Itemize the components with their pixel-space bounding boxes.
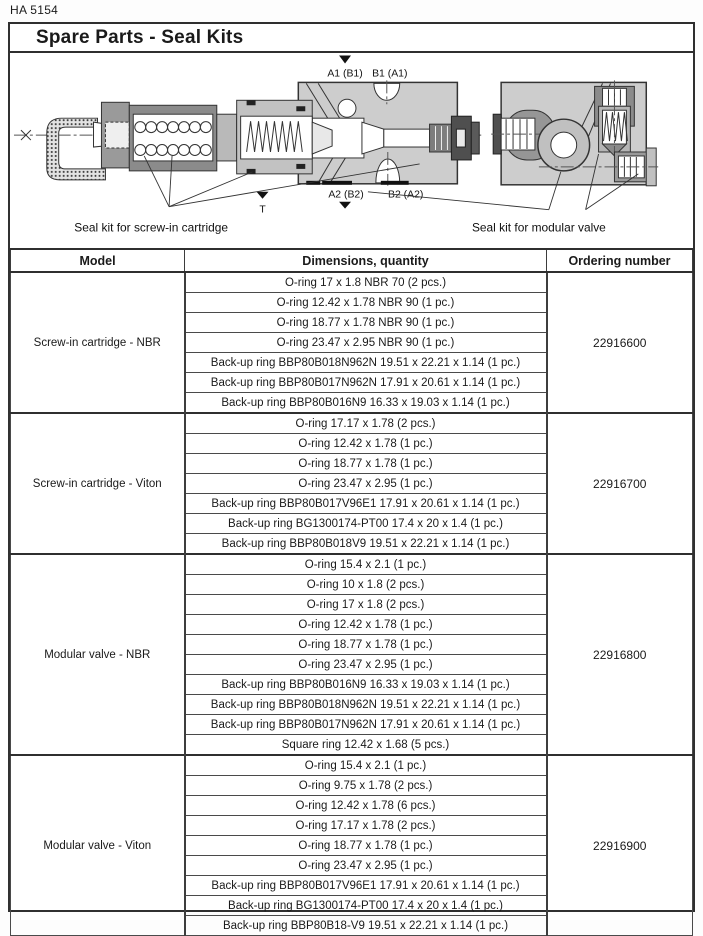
dimension-cell: O-ring 18.77 x 1.78 (1 pc.): [185, 836, 547, 856]
dimension-cell: O-ring 12.42 x 1.78 (1 pc.): [185, 615, 547, 635]
dimension-cell: O-ring 17 x 1.8 NBR 70 (2 pcs.): [185, 272, 547, 293]
port-label-b1: B1 (A1): [372, 68, 408, 80]
dimension-cell: O-ring 12.42 x 1.78 (1 pc.): [185, 434, 547, 454]
dimension-cell: Back-up ring BBP80B018N962N 19.51 x 22.21 x 1.14 (1 pc.): [185, 353, 547, 373]
table-row: [11, 554, 693, 575]
seal-kit-diagram: [10, 53, 693, 248]
dimension-cell: O-ring 12.42 x 1.78 (6 pcs.): [185, 796, 547, 816]
dimension-cell: Back-up ring BG1300174-PT00 17.4 x 20 x 1.4 (1 pc.): [185, 514, 547, 534]
port-label-a2: A2 (B2): [328, 189, 364, 201]
dimension-cell: O-ring 18.77 x 1.78 (1 pc.): [185, 454, 547, 474]
dimension-cell: O-ring 15.4 x 2.1 (1 pc.): [185, 755, 547, 776]
dimension-cell: Back-up ring BBP80B018V9 19.51 x 22.21 x 1.14 (1 pc.): [185, 534, 547, 555]
seal-kits-table: [10, 248, 693, 936]
header-dimensions: Dimensions, quantity: [185, 249, 547, 272]
dimension-cell: O-ring 15.4 x 2.1 (1 pc.): [185, 554, 547, 575]
dimension-cell: O-ring 12.42 x 1.78 NBR 90 (1 pc.): [185, 293, 547, 313]
dimension-cell: Back-up ring BBP80B018N962N 19.51 x 22.21 x 1.14 (1 pc.): [185, 695, 547, 715]
dimension-cell: O-ring 18.77 x 1.78 (1 pc.): [185, 635, 547, 655]
screw-in-cartridge-drawing: [47, 100, 332, 180]
dimension-cell: O-ring 23.47 x 2.95 (1 pc.): [185, 856, 547, 876]
dimension-cell: Back-up ring BBP80B017N962N 17.91 x 20.61 x 1.14 (1 pc.): [185, 715, 547, 735]
table-header-row: [11, 249, 693, 272]
ordering-number-cell: 22916900: [547, 755, 693, 936]
dimension-cell: Back-up ring BBP80B017V96E1 17.91 x 20.61 x 1.14 (1 pc.): [185, 876, 547, 896]
dimension-cell: Back-up ring BBP80B18-V9 19.51 x 22.21 x 1.14 (1 pc.): [185, 916, 547, 936]
dimension-cell: O-ring 23.47 x 2.95 (1 pc.): [185, 474, 547, 494]
header-ordering-number: Ordering number: [547, 249, 693, 272]
model-cell: Screw-in cartridge - NBR: [11, 272, 185, 413]
document-number: HA 5154: [10, 3, 59, 17]
dimension-cell: O-ring 17.17 x 1.78 (2 pcs.): [185, 816, 547, 836]
dimension-cell: O-ring 10 x 1.8 (2 pcs.): [185, 575, 547, 595]
model-cell: Modular valve - NBR: [11, 554, 185, 755]
port-label-b2: B2 (A2): [388, 189, 424, 201]
ordering-number-cell: 22916800: [547, 554, 693, 755]
flow-arrow-top-icon: [339, 56, 351, 64]
dimension-cell: Back-up ring BBP80B016N9 16.33 x 19.03 x 1.14 (1 pc.): [185, 675, 547, 695]
ordering-number-cell: 22916600: [547, 272, 693, 413]
dimension-cell: Back-up ring BG1300174-PT00 17.4 x 20 x 1.4 (1 pc.): [185, 896, 547, 916]
dimension-cell: Back-up ring BBP80B017V96E1 17.91 x 20.61 x 1.14 (1 pc.): [185, 494, 547, 514]
dimension-cell: O-ring 23.47 x 2.95 NBR 90 (1 pc.): [185, 333, 547, 353]
caption-screw-in-cartridge: Seal kit for screw-in cartridge: [74, 220, 229, 235]
model-cell: Screw-in cartridge - Viton: [11, 413, 185, 554]
port-label-t: T: [259, 204, 266, 216]
dimension-cell: O-ring 18.77 x 1.78 NBR 90 (1 pc.): [185, 313, 547, 333]
flow-arrow-a2-icon: [339, 202, 351, 209]
page-title: Spare Parts - Seal Kits: [36, 26, 244, 48]
table-row: [11, 413, 693, 434]
table-row: [11, 755, 693, 776]
title-bar: [10, 24, 693, 53]
ordering-number-cell: 22916700: [547, 413, 693, 554]
model-cell: Modular valve - Viton: [11, 755, 185, 936]
tank-arrow-icon: [257, 192, 269, 199]
dimension-cell: O-ring 17.17 x 1.78 (2 pcs.): [185, 413, 547, 434]
header-model: Model: [11, 249, 185, 272]
port-label-a1: A1 (B1): [327, 68, 363, 80]
page-frame: [8, 22, 695, 932]
dimension-cell: O-ring 9.75 x 1.78 (2 pcs.): [185, 776, 547, 796]
dimension-cell: O-ring 23.47 x 2.95 (1 pc.): [185, 655, 547, 675]
table-row: [11, 272, 693, 293]
dimension-cell: O-ring 17 x 1.8 (2 pcs.): [185, 595, 547, 615]
dimension-cell: Back-up ring BBP80B016N9 16.33 x 19.03 x 1.14 (1 pc.): [185, 393, 547, 414]
dimension-cell: Back-up ring BBP80B017N962N 17.91 x 20.61 x 1.14 (1 pc.): [185, 373, 547, 393]
modular-valve-drawing: [491, 80, 658, 185]
caption-modular-valve: Seal kit for modular valve: [471, 220, 606, 235]
parts-table-body: [11, 272, 693, 936]
dimension-cell: Square ring 12.42 x 1.68 (5 pcs.): [185, 735, 547, 756]
valve-cross-section-drawing: [10, 53, 693, 248]
